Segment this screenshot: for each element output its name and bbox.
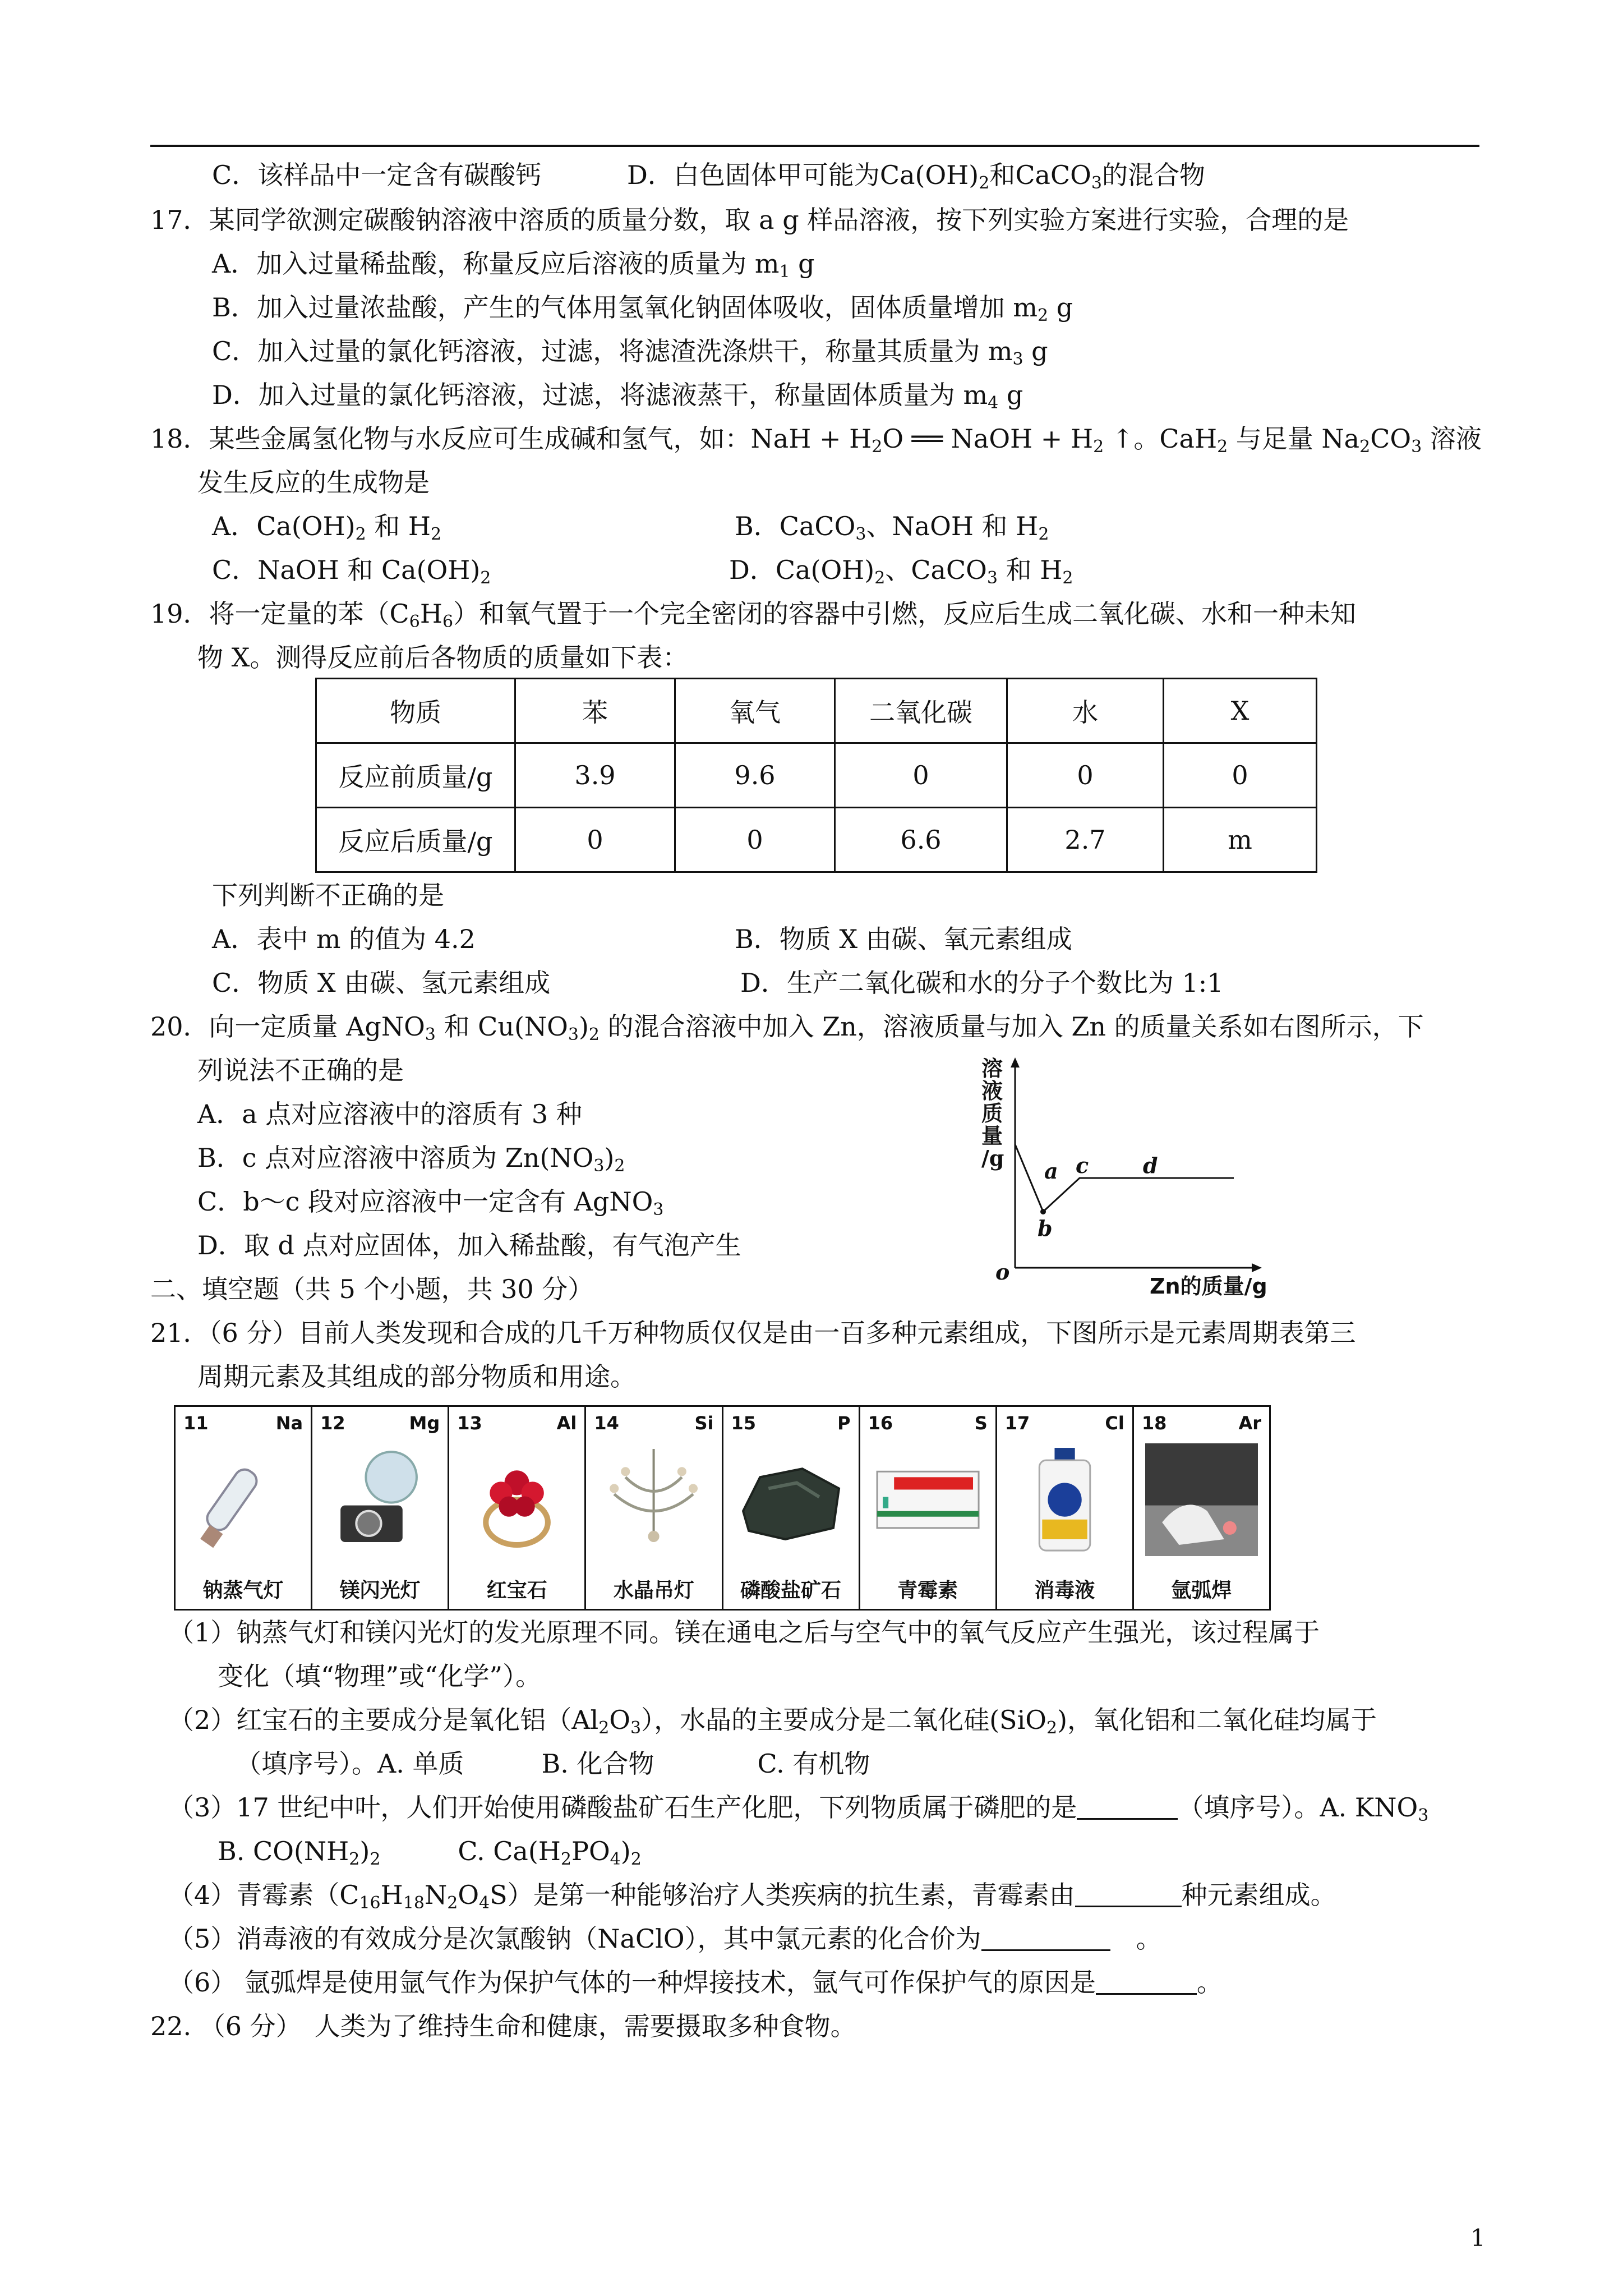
element-symbol: P	[837, 1412, 851, 1434]
q21-stem: 21．（6 分）目前人类发现和合成的几千万种物质仅仅是由一百多种元素组成，下图所示是元素周期表第三	[150, 1318, 1356, 1348]
table-cell: 9.6	[675, 743, 835, 808]
q21-part2: （2）红宝石的主要成分是氧化铝$(Al_2O_3)$，水晶的主要成分是二氧化硅(SiO$_2$)，氧化铝和二氧化硅均属于	[168, 1705, 1377, 1738]
table-cell: 反应后质量/g	[316, 808, 515, 872]
y-label-4: 量	[981, 1123, 1003, 1148]
q18-option-c: C．NaOH 和 $Ca(OH)_2$	[212, 555, 491, 588]
q21-stem-cont: 周期元素及其组成的部分物质和用途。	[197, 1361, 636, 1392]
point-c-label: c	[1076, 1153, 1089, 1178]
point-b-label: b	[1038, 1216, 1053, 1241]
q21-part5: （5）消毒液的有效成分是次氯酸钠（NaClO），其中氯元素的化合价为 。	[168, 1924, 1162, 1954]
table-cell: 0	[675, 808, 835, 872]
table-cell: 反应前质量/g	[316, 743, 515, 808]
element-symbol: Ar	[1238, 1412, 1261, 1434]
q20-option-b: B．c 点对应溶液中溶质为 $Zn(NO_3)_2$	[197, 1143, 625, 1176]
origin-label: o	[995, 1259, 1010, 1285]
element-use-label: 氩弧焊	[1171, 1579, 1232, 1602]
table-row	[316, 808, 1317, 872]
q21-part3-cont: B. $CO(NH_2)_2$ C. $Ca(H_2PO_4)_2$	[218, 1836, 642, 1869]
element-symbol: Cl	[1105, 1412, 1124, 1434]
table-cell: 0	[515, 808, 675, 872]
atomic-number: 12	[320, 1412, 345, 1434]
q20-stem-cont: 列说法不正确的是	[197, 1055, 404, 1085]
table-header-row	[316, 679, 1317, 743]
point-b-marker	[1040, 1209, 1046, 1214]
element-card-cl	[997, 1407, 1134, 1609]
table-header-cell: 二氧化碳	[835, 679, 1007, 743]
q21-part6: （6） 氩弧焊是使用氩气作为保护气体的一种焊接技术，氩气可作保护气的原因是 。	[168, 1967, 1223, 1998]
q19-option-a: A．表中 m 的值为 4.2	[212, 924, 476, 954]
graph-svg	[981, 1057, 1279, 1299]
element-symbol: Al	[556, 1412, 577, 1434]
element-symbol: S	[974, 1412, 988, 1434]
q20-option-a: A．a 点对应溶液中的溶质有 3 种	[197, 1099, 582, 1129]
disinfectant-bottle-icon	[1008, 1443, 1121, 1556]
phosphate-rock-icon	[735, 1443, 847, 1556]
element-use-label: 钠蒸气灯	[202, 1579, 284, 1602]
argon-welding-icon	[1145, 1443, 1258, 1556]
answer-blank[interactable]	[1077, 1793, 1178, 1820]
element-card-p	[723, 1407, 860, 1609]
q20-stem: 20．向一定质量 AgNO$_3$ 和 $Cu(NO_3)_2$ 的混合溶液中加入 Zn，溶液质量与加入 Zn 的质量关系如右图所示，下	[150, 1011, 1424, 1045]
atomic-number: 16	[868, 1412, 893, 1434]
q17-option-b: B．加入过量浓盐酸，产生的气体用氢氧化钠固体吸收，固体质量增加 $m_2$ g	[212, 292, 1073, 325]
q18-stem-cont: 发生反应的生成物是	[197, 467, 430, 498]
table-header-cell: 物质	[316, 679, 515, 743]
element-use-label: 磷酸盐矿石	[740, 1579, 842, 1602]
header-rule	[150, 145, 1479, 147]
table-header-cell: 氧气	[675, 679, 835, 743]
element-symbol: Na	[275, 1412, 303, 1434]
atomic-number: 17	[1004, 1412, 1030, 1434]
section-heading: 二、填空题（共 5 个小题，共 30 分）	[150, 1274, 594, 1304]
table-cell: 6.6	[835, 808, 1007, 872]
q19-question: 下列判断不正确的是	[212, 880, 444, 910]
answer-blank[interactable]	[981, 1925, 1110, 1951]
q21-part3: （3）17 世纪中叶，人们开始使用磷酸盐矿石生产化肥，下列物质属于磷肥的是 （填序号）。A. $KNO_3$	[168, 1792, 1429, 1825]
table-cell: 0	[1007, 743, 1164, 808]
mass-table	[315, 678, 1317, 873]
element-symbol: Si	[694, 1412, 714, 1434]
element-use-label: 青霉素	[897, 1579, 958, 1602]
table-cell: 0	[1164, 743, 1317, 808]
table-header-cell: 苯	[515, 679, 675, 743]
ruby-ring-icon	[460, 1443, 573, 1556]
zn-mass-graph	[981, 1057, 1279, 1299]
y-axis-arrow	[1011, 1057, 1020, 1068]
y-label-2: 液	[981, 1078, 1003, 1103]
element-use-label: 镁闪光灯	[339, 1579, 421, 1602]
point-a-label: a	[1044, 1158, 1058, 1184]
q19-option-d: D．生产二氧化碳和水的分子个数比为 1:1	[740, 968, 1224, 998]
q21-part4: （4）青霉素$(C_{16}H_{18}N_2O_4S)$是第一种能够治疗人类疾病的抗生素，青霉素由 种元素组成。	[168, 1880, 1336, 1913]
element-card-al	[449, 1407, 586, 1609]
q19-option-b: B．物质 X 由碳、氧元素组成	[735, 924, 1072, 954]
q18-option-a: A．$Ca(OH)_2$ 和 $H_2$	[212, 511, 442, 544]
flash-camera-icon	[324, 1443, 436, 1556]
page-number: 1	[1470, 2224, 1486, 2252]
table-cell: 2.7	[1007, 808, 1164, 872]
table-cell: 3.9	[515, 743, 675, 808]
q20-option-d: D．取 d 点对应固体，加入稀盐酸，有气泡产生	[197, 1230, 741, 1260]
q17-stem: 17．某同学欲测定碳酸钠溶液中溶质的质量分数，取 a g 样品溶液，按下列实验方案进行实验，合理的是	[150, 205, 1349, 235]
atomic-number: 18	[1141, 1412, 1167, 1434]
element-use-label: 红宝石	[486, 1579, 547, 1602]
q21-part1-cont: 变化（填“物理”或“化学”）。	[218, 1661, 542, 1691]
q20-option-c: C．b～c 段对应溶液中一定含有 AgNO$_3$	[197, 1186, 664, 1220]
q18-option-d: D．$Ca(OH)_2$、CaCO$_3$ 和 $H_2$	[729, 555, 1073, 588]
q22-stem: 22. （6 分） 人类为了维持生命和健康，需要摄取多种食物。	[150, 2011, 856, 2041]
answer-blank[interactable]	[1075, 1881, 1182, 1907]
y-label-5: /g	[981, 1145, 1004, 1171]
x-axis-label: Zn的质量/g	[1150, 1274, 1267, 1299]
element-card-s	[860, 1407, 997, 1609]
table-row	[316, 743, 1317, 808]
q19-option-c: C．物质 X 由碳、氢元素组成	[212, 968, 551, 998]
element-card-ar	[1134, 1407, 1269, 1609]
q19-stem-cont: 物 X。测得反应前后各物质的质量如下表：	[197, 642, 689, 673]
q21-part2-cont: （填序号）。A. 单质 B. 化合物 C. 有机物	[236, 1749, 870, 1779]
element-card-mg	[312, 1407, 449, 1609]
q17-option-c: C．加入过量的氯化钙溶液，过滤，将滤渣洗涤烘干，称量其质量为 $m_3$ g	[212, 336, 1048, 369]
point-d-label: d	[1143, 1153, 1158, 1178]
sodium-lamp-icon	[187, 1443, 299, 1556]
element-use-label: 消毒液	[1034, 1579, 1095, 1602]
q16-option-d: D．白色固体甲可能为$Ca(OH)_2$和CaCO$_3$的混合物	[627, 160, 1205, 193]
q21-part1: （1）钠蒸气灯和镁闪光灯的发光原理不同。镁在通电之后与空气中的氧气反应产生强光，该过程属于	[168, 1617, 1320, 1648]
table-header-cell: X	[1164, 679, 1317, 743]
q17-option-a: A．加入过量稀盐酸，称量反应后溶液的质量为 $m_1$ g	[212, 249, 815, 282]
atomic-number: 14	[594, 1412, 619, 1434]
q16-option-c: C．该样品中一定含有碳酸钙	[212, 160, 542, 190]
element-strip	[174, 1405, 1271, 1611]
element-card-si	[586, 1407, 723, 1609]
element-symbol: Mg	[409, 1412, 440, 1434]
q19-stem: 19．将一定量的苯$(C_6H_6)$和氧气置于一个完全密闭的容器中引燃，反应后生成二氧化碳、水和一种未知	[150, 599, 1357, 632]
element-use-label: 水晶吊灯	[613, 1579, 694, 1602]
table-cell: m	[1164, 808, 1317, 872]
table-cell: 0	[835, 743, 1007, 808]
atomic-number: 11	[183, 1412, 209, 1434]
medicine-box-icon	[872, 1443, 984, 1556]
element-card-na	[176, 1407, 312, 1609]
q18-option-b: B．CaCO$_3$、NaOH 和 $H_2$	[735, 511, 1049, 544]
q18-stem: 18．某些金属氢化物与水反应可生成碱和氢气，如：NaH + $H_2O$ ══ NaOH + $H_2$ ↑。CaH$_2$ 与足量 $Na_2CO_3$ 溶液	[150, 424, 1482, 457]
table-header-cell: 水	[1007, 679, 1164, 743]
y-label-1: 溶	[981, 1056, 1003, 1081]
q17-option-d: D．加入过量的氯化钙溶液，过滤，将滤液蒸干，称量固体质量为 $m_4$ g	[212, 380, 1023, 413]
y-label-3: 质	[981, 1101, 1003, 1126]
x-axis-arrow	[1252, 1263, 1262, 1272]
atomic-number: 15	[731, 1412, 757, 1434]
atomic-number: 13	[457, 1412, 482, 1434]
chandelier-icon	[597, 1443, 710, 1556]
answer-blank[interactable]	[1096, 1968, 1197, 1995]
